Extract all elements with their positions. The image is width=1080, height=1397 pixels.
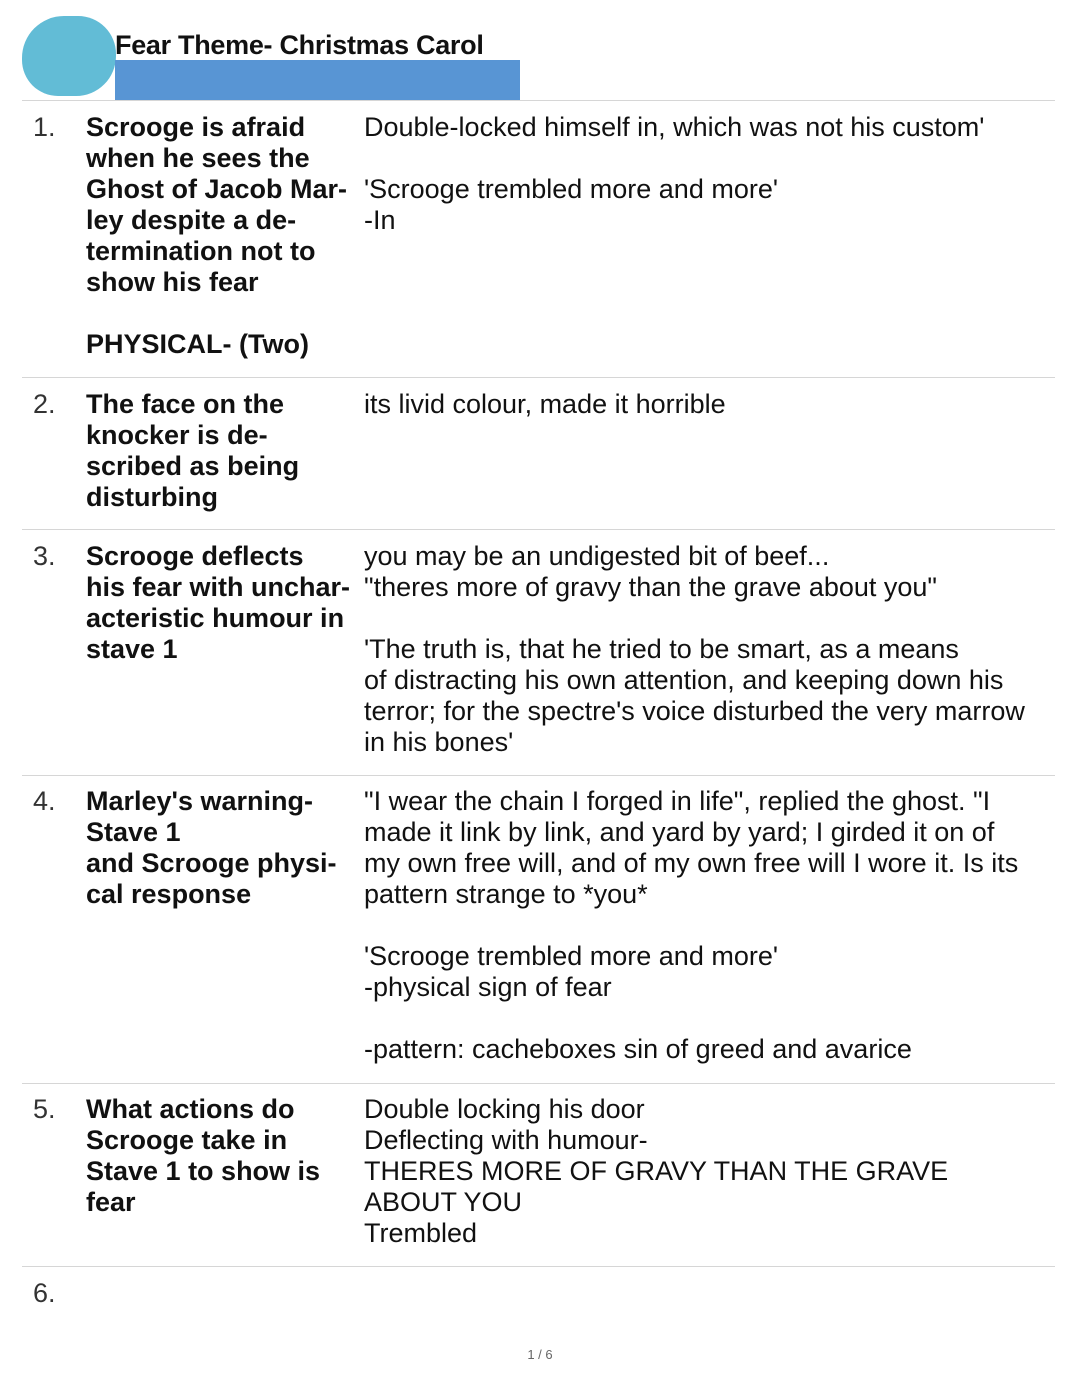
card-answer: Double-locked himself in, which was not his custom' 'Scrooge trembled more and more' -In: [364, 112, 985, 235]
card-question: What actions do Scrooge take in Stave 1 to show is fear: [86, 1094, 321, 1217]
card-tag: PHYSICAL- (Two): [86, 329, 309, 359]
divider: [22, 775, 1055, 776]
page-indicator: 1 / 6: [527, 1347, 553, 1362]
card-number: 5.: [33, 1094, 56, 1124]
divider: [22, 1266, 1055, 1267]
card-question: The face on the knocker is de- scribed as being disturbing: [86, 389, 300, 512]
card-number: 3.: [33, 541, 56, 571]
card-answer: you may be an undigested bit of beef... "theres more of gravy than the grave about you" 'The truth is, that he tried to be smart, as a means of distracting his own attention, and keeping down his terror; for the spectre's voice disturbed the very marrow in his bones': [364, 541, 1025, 757]
page-title: Fear Theme- Christmas Carol: [115, 30, 484, 60]
card-answer: "I wear the chain I forged in life", replied the ghost. "I made it link by link, and yard by yard; I girded it on of my own free will, and of my own free will I wore it. Is its pattern strange to *you* 'Scrooge trembled more and more' -physical sign of fear -pattern: cacheboxes sin of greed and avarice: [364, 786, 1019, 1064]
card-number: 4.: [33, 786, 56, 816]
divider: [22, 529, 1055, 530]
card-answer: its livid colour, made it horrible: [364, 389, 726, 419]
card-question: Marley's warning- Stave 1 and Scrooge physi- cal response: [86, 786, 337, 909]
card-number: 6.: [33, 1278, 56, 1308]
card-answer: Double locking his door Deflecting with humour- THERES MORE OF GRAVY THAN THE GRAVE ABOUT YOU Trembled: [364, 1094, 949, 1248]
card-question: Scrooge deflects his fear with unchar- acteristic humour in stave 1: [86, 541, 351, 664]
divider: [22, 100, 1055, 101]
avatar: [22, 16, 116, 96]
card-number: 2.: [33, 389, 56, 419]
card-question: Scrooge is afraid when he sees the Ghost of Jacob Mar- ley despite a de- termination not to show his fear: [86, 112, 348, 297]
title-highlight-bar: [115, 60, 520, 100]
divider: [22, 377, 1055, 378]
card-number: 1.: [33, 112, 56, 142]
divider: [22, 1083, 1055, 1084]
